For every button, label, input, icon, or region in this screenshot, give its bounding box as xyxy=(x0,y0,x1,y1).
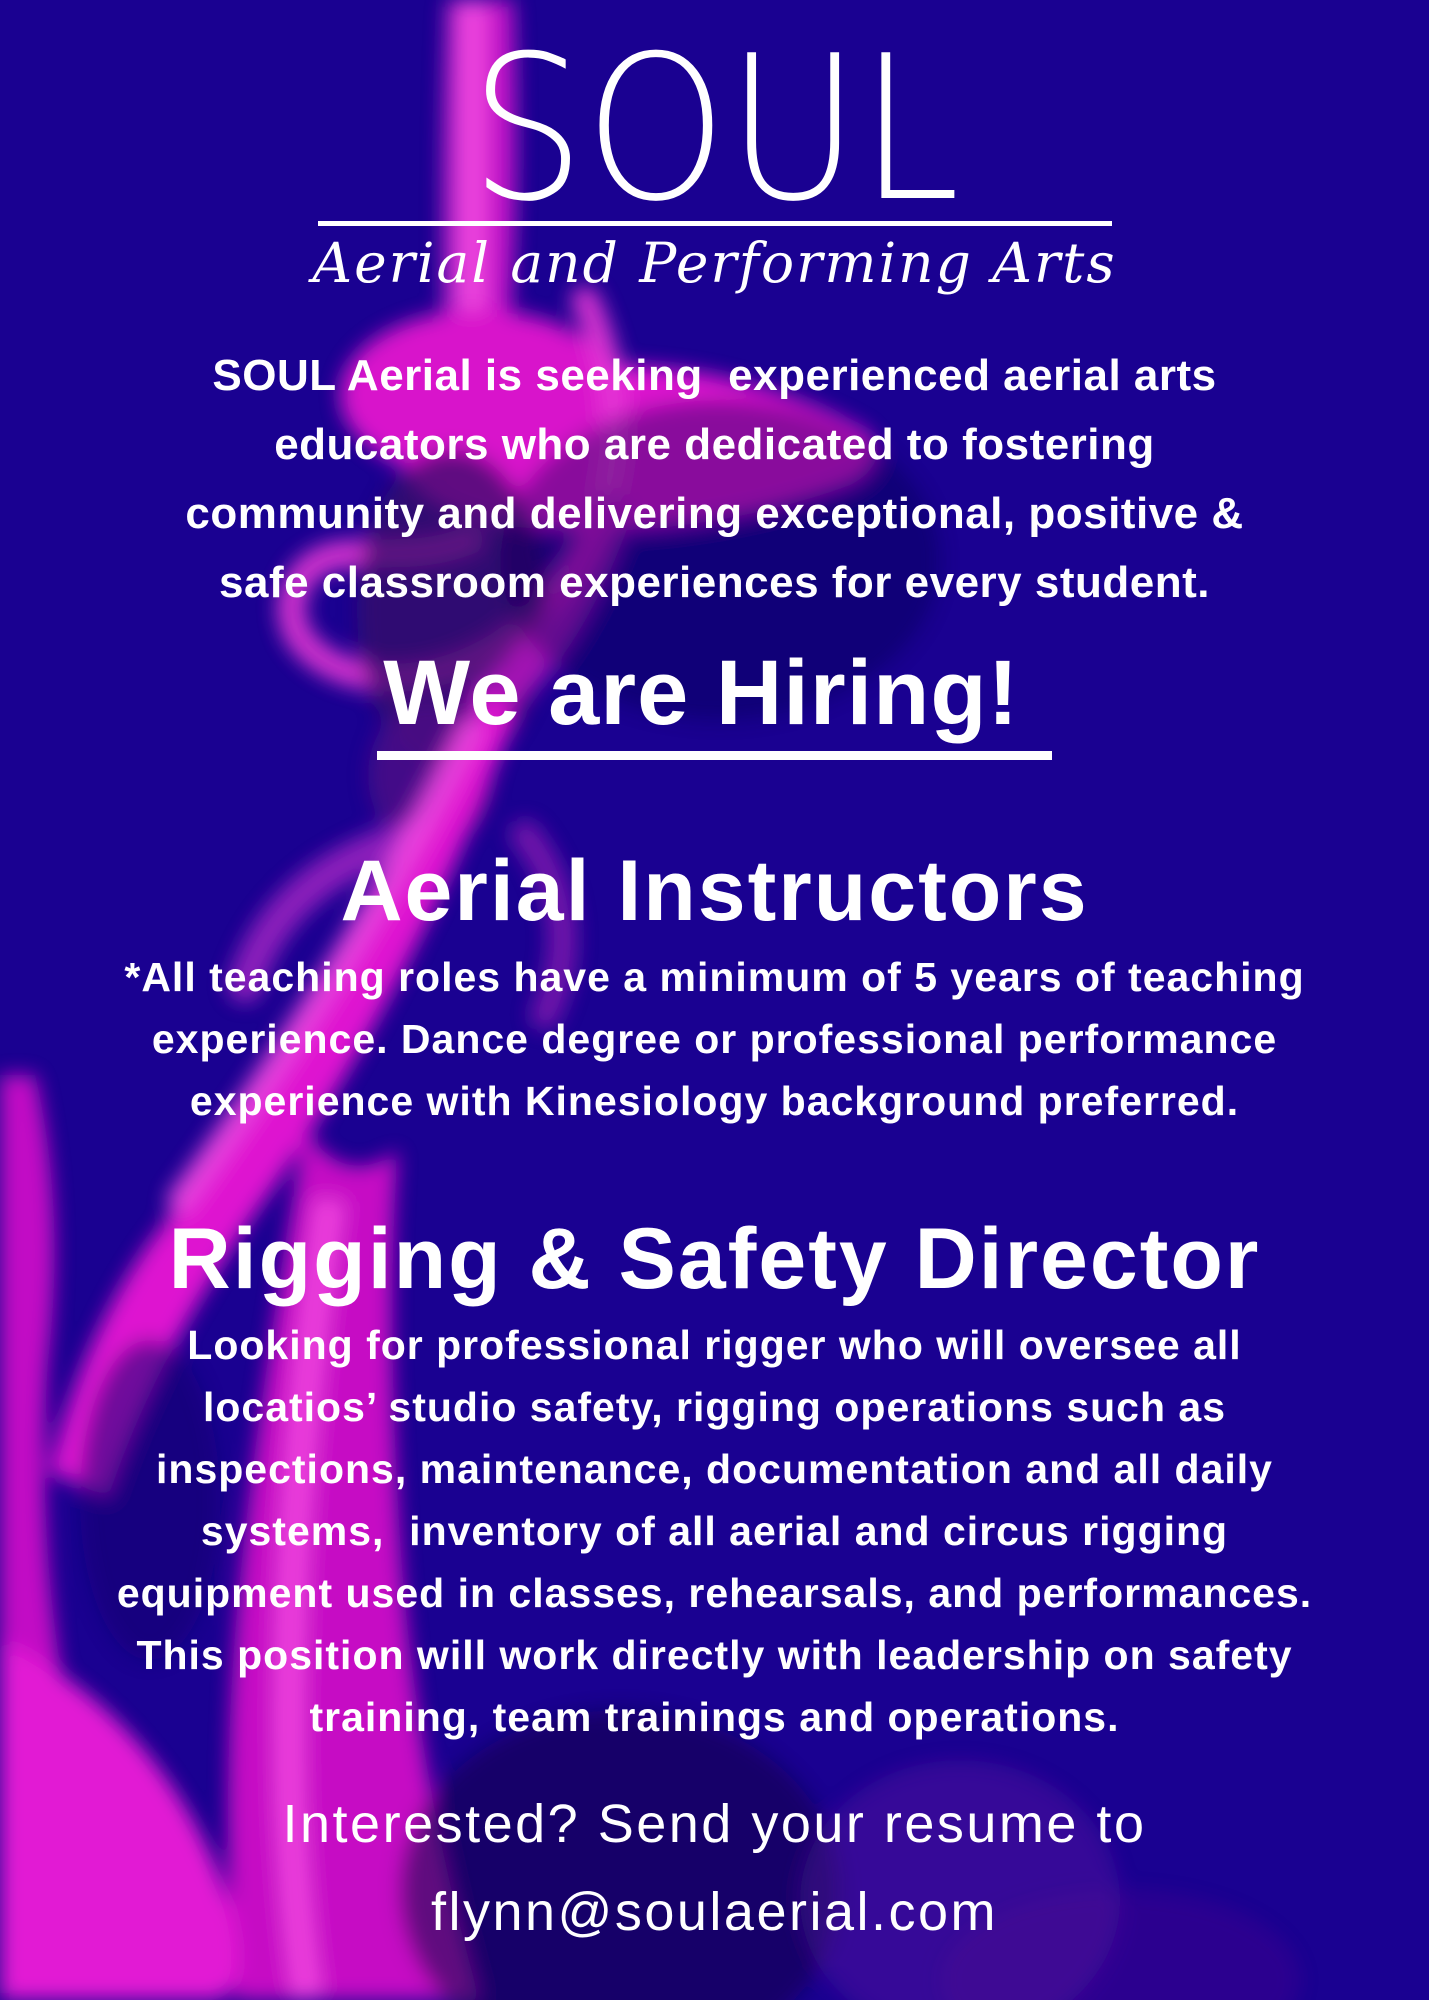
intro-text: SOUL Aerial is seeking experienced aerial arts educators who are dedicated to fostering community and delivering exceptional, positive & safe classroom experiences for every student. xyxy=(185,351,1244,607)
logo-tagline: Aerial and Performing Arts xyxy=(312,231,1117,295)
hiring-heading-text: We are Hiring! xyxy=(377,643,1052,760)
logo-soul-wordmark xyxy=(365,26,1065,216)
logo-text: SOUL xyxy=(469,26,960,216)
contact-email: flynn@soulaerial.com xyxy=(430,1882,999,1942)
position-description-aerial-instructors: *All teaching roles have a minimum of 5 years of teaching experience. Dance degree or professional performance experience with Kinesiology background preferred. xyxy=(124,954,1305,1124)
hiring-heading xyxy=(0,643,1429,760)
position-description-rigging-safety-director: Looking for professional rigger who will oversee all locatios’ studio safety, rigging operations such as inspections, maintenance, documentation and all daily systems, inventory of all aerial and circus rigging equipment used in classes, rehearsals, and performances. This position will work directly with leadership on safety training, team trainings and operations. xyxy=(116,1322,1313,1740)
position-title-aerial-instructors: Aerial Instructors xyxy=(340,843,1089,939)
logo-divider-line xyxy=(318,221,1112,226)
position-title-rigging-safety-director: Rigging & Safety Director xyxy=(168,1211,1261,1307)
contact-block xyxy=(0,1780,1429,1956)
contact-prompt: Interested? Send your resume to xyxy=(282,1794,1147,1854)
